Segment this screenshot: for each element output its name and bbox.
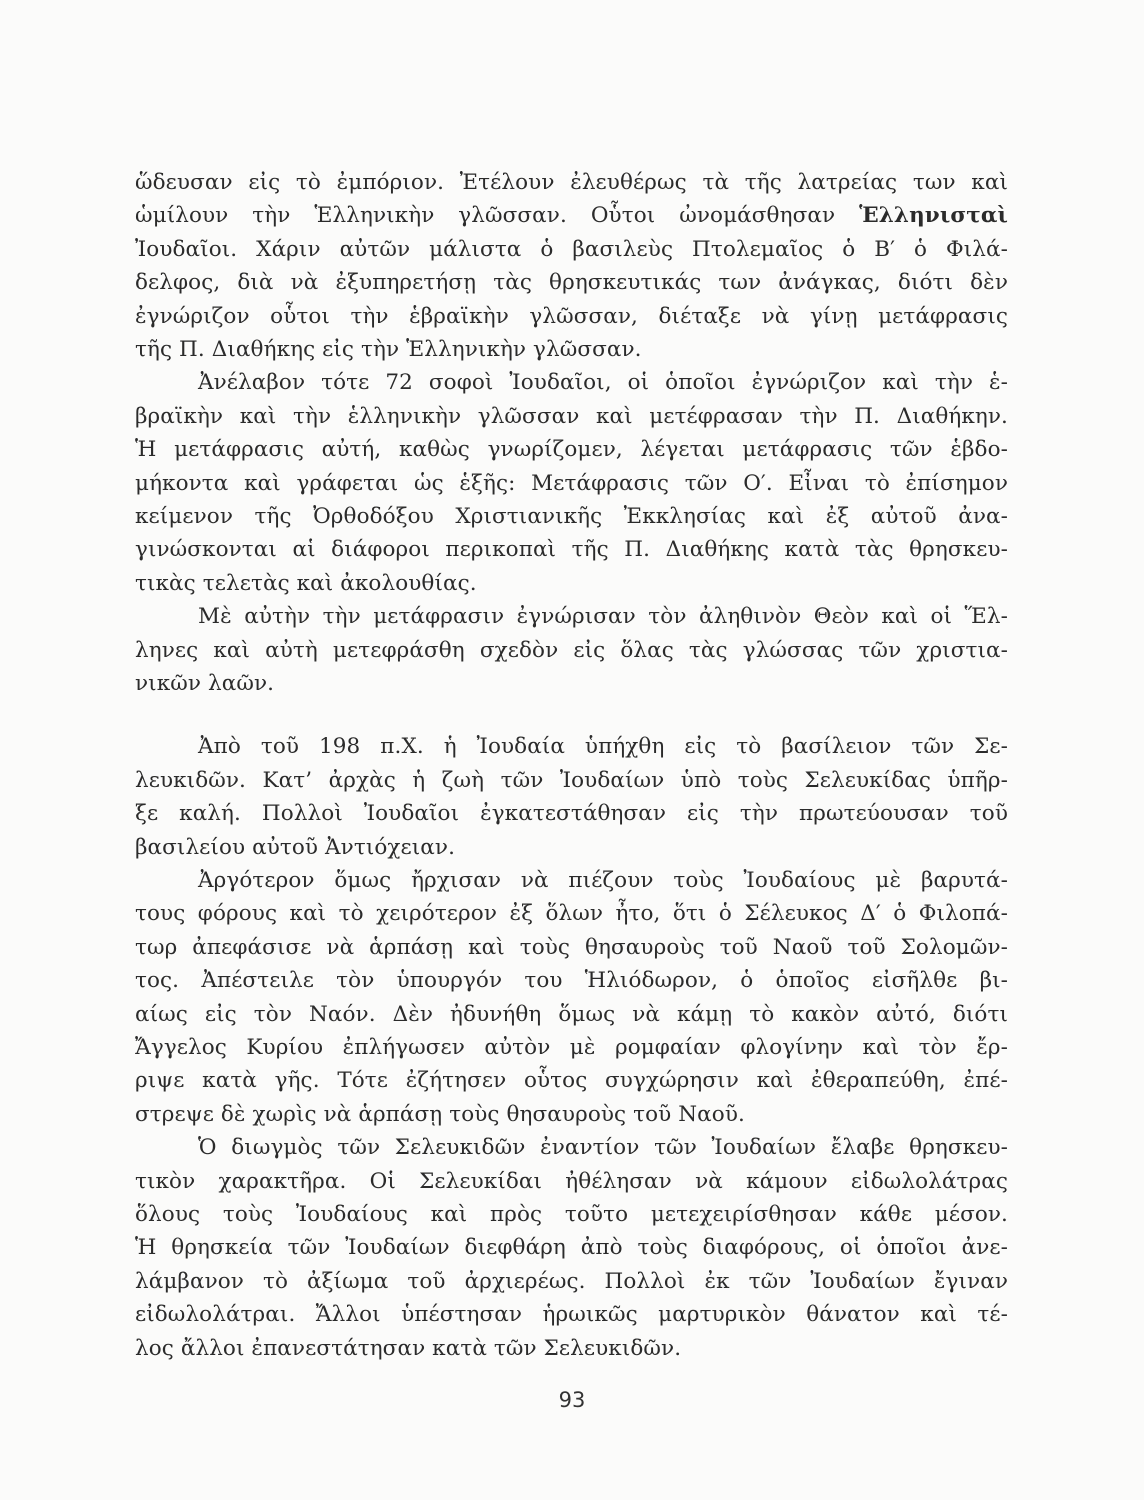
text-line: λευκιδῶν. Κατ’ ἀρχὰς ἡ ζωὴ τῶν Ἰουδαίων ὑπὸ τοὺς Σελευκίδας ὑπῆρ- <box>135 767 1008 793</box>
text-line: Ἰουδαῖοι. Χάριν αὐτῶν μάλιστα ὁ βασιλεὺς Πτολεμαῖος ὁ Β′ ὁ Φιλά- <box>135 236 1008 262</box>
text-line: νικῶν λαῶν. <box>135 671 275 696</box>
text-line: βασιλείου αὐτοῦ Ἀντιόχειαν. <box>135 834 456 860</box>
text-line: λάμβανον τὸ ἀξίωμα τοῦ ἀρχιερέως. Πολλοὶ ἐκ τῶν Ἰουδαίων ἔγιναν <box>135 1268 1008 1294</box>
text-line: τικὰς τελετὰς καὶ ἀκολουθίας. <box>135 570 477 596</box>
text-line: δελφος, διὰ νὰ ἐξυπηρετήσῃ τὰς θρησκευτικάς των ἀνάγκας, διότι δὲν <box>135 270 1008 296</box>
text-line: ριψε κατὰ γῆς. Τότε ἐζήτησεν οὗτος συγχώρησιν καὶ ἐθεραπεύθη, ἐπέ- <box>135 1068 1008 1094</box>
text-line: ὥδευσαν εἰς τὸ ἐμπόριον. Ἐτέλουν ἐλευθέρως τὰ τῆς λατρείας των καὶ <box>135 170 1008 195</box>
text-line: τικὸν χαρακτῆρα. Οἱ Σελευκίδαι ἠθέλησαν νὰ κάμουν εἰδωλολάτρας <box>135 1168 1008 1194</box>
text-line: εἰδωλολάτραι. Ἄλλοι ὑπέστησαν ἡρωικῶς μαρτυρικὸν θάνατον καὶ τέ- <box>135 1302 1008 1328</box>
text-line: Ἄγγελος Κυρίου ἐπλήγωσεν αὐτὸν μὲ ρομφαίαν φλογίνην καὶ τὸν ἔρ- <box>135 1035 1008 1060</box>
text-line: ληνες καὶ αὐτὴ μετεφράσθη σχεδὸν εἰς ὅλας τὰς γλώσσας τῶν χριστια- <box>135 637 1008 663</box>
text-line: αίως εἰς τὸν Ναόν. Δὲν ἠδυνήθη ὅμως νὰ κάμῃ τὸ κακὸν αὐτό, διότι <box>135 1001 1008 1027</box>
text-line: γινώσκονται αἱ διάφοροι περικοπαὶ τῆς Π. Διαθήκης κατὰ τὰς θρησκευ- <box>135 537 1008 563</box>
text-line: στρεψε δὲ χωρὶς νὰ ἁρπάσῃ τοὺς θησαυροὺς τοῦ Ναοῦ. <box>135 1101 745 1127</box>
text-line: Ὁ διωγμὸς τῶν Σελευκιδῶν ἐναντίον τῶν Ἰουδαίων ἔλαβε θρησκευ- <box>198 1135 1008 1161</box>
text-line: κείμενον τῆς Ὀρθοδόξου Χριστιανικῆς Ἐκκλησίας καὶ ἐξ αὐτοῦ ἀνα- <box>135 504 1008 529</box>
text-line <box>135 199 1008 232</box>
text-line: Ἀπὸ τοῦ 198 π.Χ. ἡ Ἰουδαία ὑπήχθη εἰς τὸ βασίλειον τῶν Σε- <box>198 734 1008 760</box>
text-line: ξε καλή. Πολλοὶ Ἰουδαῖοι ἐγκατεστάθησαν εἰς τὴν πρωτεύουσαν τοῦ <box>135 801 1008 827</box>
text-line: τος. Ἀπέστειλε τὸν ὑπουργόν του Ἡλιόδωρον, ὁ ὁποῖος εἰσῆλθε βι- <box>135 968 1008 994</box>
text-line: Ἀνέλαβον τότε 72 σοφοὶ Ἰουδαῖοι, οἱ ὁποῖοι ἐγνώριζον καὶ τὴν ἑ- <box>198 370 1008 396</box>
text-line: τῆς Π. Διαθήκης εἰς τὴν Ἑλληνικὴν γλῶσσαν. <box>135 337 642 362</box>
bold-term: Ἑλληνισταὶ <box>859 203 1008 229</box>
text-run: ὡμίλουν τὴν Ἑλληνικὴν γλῶσσαν. Οὗτοι ὠνομάσθησαν <box>135 203 860 229</box>
text-line: μήκοντα καὶ γράφεται ὡς ἑξῆς: Μετάφρασις τῶν Ο′. Εἶναι τὸ ἐπίσημον <box>135 470 1008 496</box>
text-line: τωρ ἀπεφάσισε νὰ ἁρπάσῃ καὶ τοὺς θησαυροὺς τοῦ Ναοῦ τοῦ Σολομῶν- <box>135 934 1008 960</box>
text-line: Μὲ αὐτὴν τὴν μετάφρασιν ἐγνώρισαν τὸν ἀληθινὸν Θεὸν καὶ οἱ Ἕλ- <box>198 604 1008 630</box>
text-line: ὅλους τοὺς Ἰουδαίους καὶ πρὸς τοῦτο μετεχειρίσθησαν κάθε μέσον. <box>135 1202 1008 1227</box>
text-line: λος ἄλλοι ἐπανεστάτησαν κατὰ τῶν Σελευκιδῶν. <box>135 1335 682 1361</box>
text-line: Ἡ μετάφρασις αὐτή, καθὼς γνωρίζομεν, λέγεται μετάφρασις τῶν ἑβδο- <box>135 437 1008 463</box>
text-line: Ἀργότερον ὅμως ἤρχισαν νὰ πιέζουν τοὺς Ἰουδαίους μὲ βαρυτά- <box>198 868 1008 893</box>
page-number: 93 <box>558 1388 586 1412</box>
text-line: τους φόρους καὶ τὸ χειρότερον ἐξ ὅλων ἦτο, ὅτι ὁ Σέλευκος Δ′ ὁ Φιλοπά- <box>135 901 1008 927</box>
text-line: Ἡ θρησκεία τῶν Ἰουδαίων διεφθάρη ἀπὸ τοὺς διαφόρους, οἱ ὁποῖοι ἀνε- <box>135 1235 1008 1261</box>
text-line: ἐγνώριζον οὗτοι τὴν ἑβραϊκὴν γλῶσσαν, διέταξε νὰ γίνῃ μετάφρασις <box>135 303 1008 329</box>
text-line: βραϊκὴν καὶ τὴν ἑλληνικὴν γλῶσσαν καὶ μετέφρασαν τὴν Π. Διαθήκην. <box>135 403 1008 429</box>
